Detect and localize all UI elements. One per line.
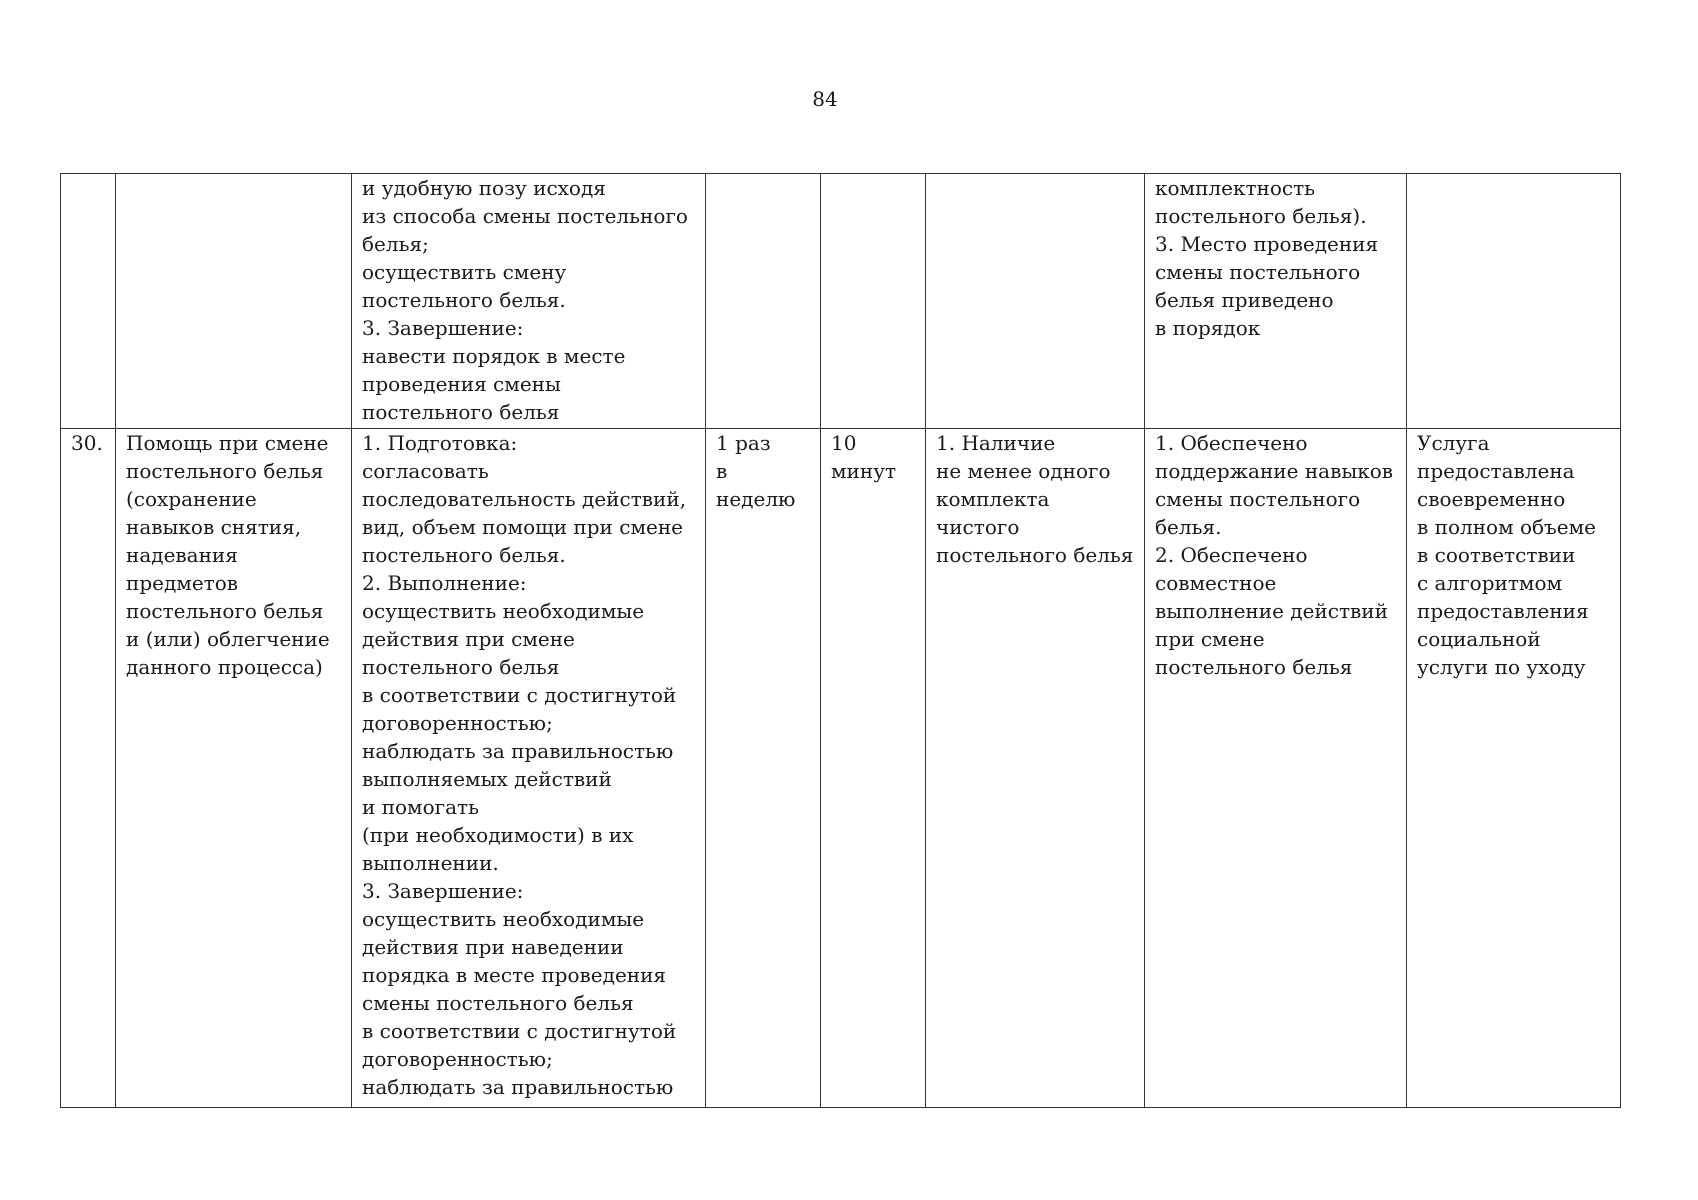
cell-evaluation: Услуга предоставлена своевременно в полном объеме в соответствии с алгоритмом предоставления социальной услуги по уходу xyxy=(1407,429,1621,1108)
cell-result: 1. Обеспечено поддержание навыков смены постельного белья. 2. Обеспечено совместное выполнение действий при смене постельного белья xyxy=(1145,429,1407,1108)
cell-service-name xyxy=(116,174,352,429)
cell-frequency: 1 раз в неделю xyxy=(706,429,821,1108)
cell-conditions xyxy=(926,174,1145,429)
cell-procedure: 1. Подготовка: согласовать последовательность действий, вид, объем помощи при смене постельного белья. 2. Выполнение: осуществить необходимые действия при смене постельного белья в соответствии с достигнутой договоренностью; наблюдать за правильностью выполняемых действий и помогать (при необходимости) в их выполнении. 3. Завершение: осуществить необходимые действия при наведении порядка в месте проведения смены постельного белья в соответствии с достигнутой договоренностью; наблюдать за правильностью xyxy=(352,429,706,1108)
cell-frequency xyxy=(706,174,821,429)
page-number: 84 xyxy=(812,87,838,111)
cell-procedure: и удобную позу исходя из способа смены постельного белья; осуществить смену постельного белья. 3. Завершение: навести порядок в месте проведения смены постельного белья xyxy=(352,174,706,429)
cell-number xyxy=(61,174,116,429)
cell-conditions: 1. Наличие не менее одного комплекта чистого постельного белья xyxy=(926,429,1145,1108)
table-row-30 xyxy=(61,429,1621,1108)
cell-number: 30. xyxy=(61,429,116,1108)
cell-service-name: Помощь при смене постельного белья (сохранение навыков снятия, надевания предметов постельного белья и (или) облегчение данного процесса) xyxy=(116,429,352,1108)
cell-time xyxy=(821,174,926,429)
table-row-continuation xyxy=(61,174,1621,429)
cell-time: 10 минут xyxy=(821,429,926,1108)
cell-result: комплектность постельного белья). 3. Место проведения смены постельного белья приведено в порядок xyxy=(1145,174,1407,429)
services-table xyxy=(60,173,1621,1108)
cell-evaluation xyxy=(1407,174,1621,429)
